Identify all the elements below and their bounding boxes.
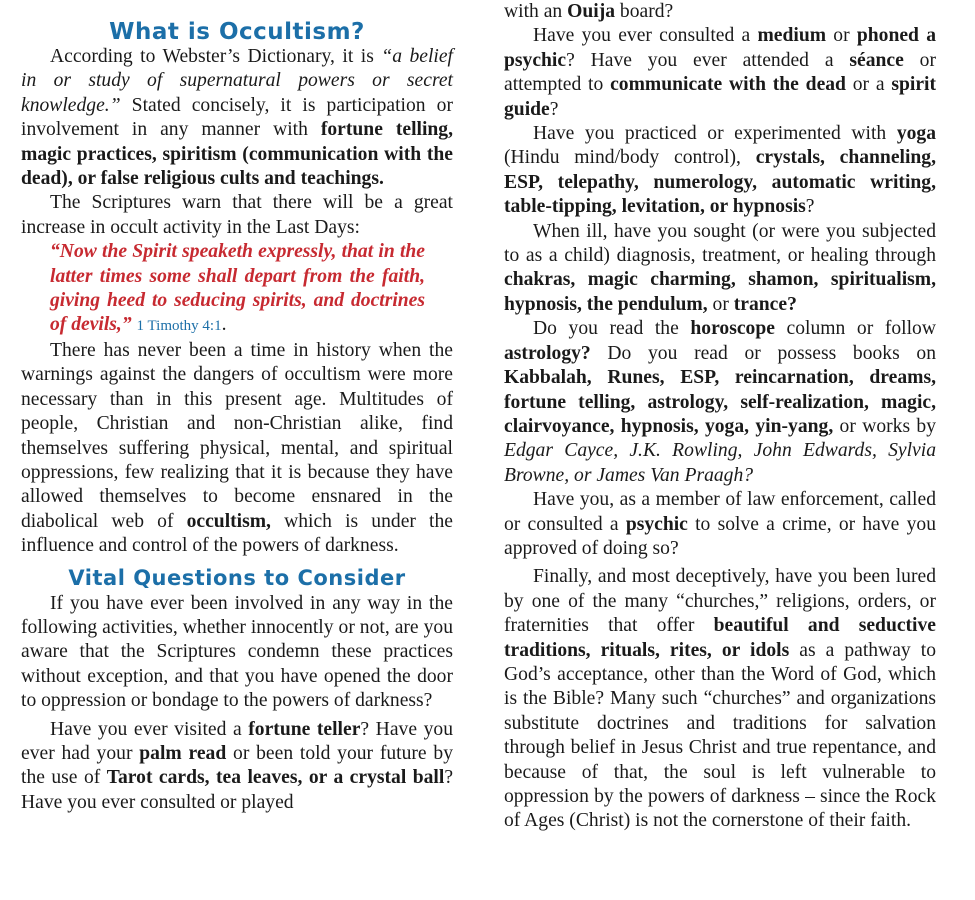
text-span: ? [805, 196, 815, 218]
bold-span: astrology? [504, 342, 591, 364]
bold-span: Tarot cards, tea leaves, or a crystal ball [106, 767, 445, 789]
text-span: column or follow [774, 318, 936, 340]
text-span: ? Have you ever attended a [566, 49, 850, 71]
text-span: or been told your future by the use of [21, 742, 454, 789]
text-span: or works by [833, 415, 936, 437]
text-span: Do you read the [533, 318, 691, 340]
law-enforcement-paragraph [504, 488, 936, 561]
bold-span: spirit guide [504, 74, 936, 120]
bold-span: séance [849, 49, 904, 71]
yoga-paragraph [504, 122, 936, 220]
scripture-intro-paragraph: The Scriptures warn that there will be a great increase in occult activity in the Last Days: [21, 192, 453, 238]
definition-paragraph [21, 45, 453, 191]
bold-span: beautiful and seductive traditions, rituals, rites, or idols [504, 615, 936, 661]
bold-span: fortune telling, magic practices, spiritism (communication with the dead), or false religious cults and teachings. [21, 119, 453, 190]
bold-span: Kabbalah, Runes, ESP, reincarnation, dreams, fortune telling, astrology, self-realization, magic, clairvoyance, hypnosis, yoga, yin-yang, [504, 367, 936, 437]
text-span: or attempted to [504, 49, 936, 96]
ouija-continuation [504, 0, 936, 24]
illness-paragraph [504, 220, 936, 318]
text-span: which is under the influence and control of the powers of darkness. [21, 510, 453, 557]
text-span: There has never been a time in history when the warnings against the dangers of occultism were more necessary than in this present age. Multitudes of people, Christian and non-Christian alike, find themselves suffering physical, mental, and spiritual oppressions, few realizing that it is because they have allowed themselves to become ensnared in the diabolical web of [21, 339, 453, 532]
bold-span: psychic [625, 513, 688, 535]
scripture-reference: 1 Timothy 4:1 [136, 318, 222, 335]
bold-span: fortune teller [248, 718, 361, 740]
horoscope-paragraph [504, 317, 936, 488]
vital-intro-paragraph: If you have ever been involved in any way in the following activities, whether innocently or not, are you aware that the Scriptures condemn these practices without exception, and that you have opened the door to oppression or bondage to the powers of darkness? [21, 592, 453, 712]
left-column [21, 0, 453, 815]
text-span: board? [615, 1, 674, 22]
bold-span: crystals, channeling, ESP, telepathy, numerology, automatic writing, table-tipping, levitation, or hypnosis [504, 147, 936, 218]
heading-what-is-occultism: What is Occultism? [109, 19, 365, 45]
text-span: Have you ever visited a [50, 718, 249, 740]
text-span: Have you ever consulted a [533, 25, 758, 47]
italic-span: Edgar Cayce, J.K. Rowling, John Edwards, Sylvia Browne, or James Van Praagh? [504, 440, 936, 486]
dictionary-quote: “a belief in or study of supernatural powers or secret knowledge.” [21, 46, 453, 116]
scripture-reference-period: . [221, 314, 227, 336]
text-span: Have you practiced or experimented with [533, 123, 897, 145]
history-paragraph [21, 339, 453, 559]
bold-span: horoscope [690, 318, 775, 340]
text-span: Do you read or possess books on [590, 342, 936, 364]
finally-paragraph [504, 565, 936, 833]
fortune-teller-paragraph [21, 718, 453, 816]
text-span: (Hindu mind/body control), [504, 147, 756, 169]
right-column [504, 0, 936, 834]
bold-span: occultism, [186, 510, 271, 532]
text-span: as a pathway to God’s acceptance, other than the Word of God, which is the Bible? Many such “churches” and organizations substitute doctrines and traditions for salvation through belief in Jesus Christ and true repentance, and because of that, the soul is left vulnerable to oppression by the powers of darkness – since the Rock of Ages (Christ) is not the cornerstone of their faith. [504, 639, 936, 832]
text-span: Have you, as a member of law enforcement, called or consulted a [504, 489, 936, 535]
text-span: ? Have you ever consulted or played [21, 767, 454, 813]
text-span: with an [504, 1, 568, 22]
text-span: or [707, 293, 734, 315]
scripture-quote [21, 240, 453, 339]
text-span: Finally, and most deceptively, have you been lured by one of the many “churches,” religions, orders, or fraternities that offer [504, 566, 936, 637]
text-span: ? [549, 98, 559, 120]
bold-span: Ouija [567, 1, 616, 22]
bold-span: phoned a psychic [504, 25, 936, 71]
bold-span: medium [757, 25, 827, 47]
scripture-quote-text: “Now the Spirit speaketh expressly, that in the latter times some shall depart from the faith, giving heed to seducing spirits, and doctrines of devils,” [50, 241, 425, 336]
text-span: When ill, have you sought (or were you subjected to as a child) diagnosis, treatment, or healing through [504, 220, 936, 267]
text-span: Stated concisely, it is participation or involvement in any manner with [21, 94, 453, 141]
bold-span: palm read [139, 742, 227, 764]
text-span: or [826, 25, 857, 47]
bold-span: yoga [896, 123, 936, 145]
text-span: to solve a crime, or have you approved of doing so? [504, 513, 936, 559]
text-span: According to Webster’s Dictionary, it is [50, 46, 382, 67]
text-span: or a [845, 74, 892, 96]
bold-span: trance? [733, 293, 797, 315]
text-span: ? Have you ever had your [21, 718, 453, 764]
bold-span: chakras, magic charming, shamon, spiritualism, hypnosis, the pendulum, [504, 269, 936, 315]
medium-paragraph [504, 24, 936, 122]
bold-span: communicate with the dead [610, 74, 846, 96]
heading-vital-questions: Vital Questions to Consider [68, 565, 406, 590]
